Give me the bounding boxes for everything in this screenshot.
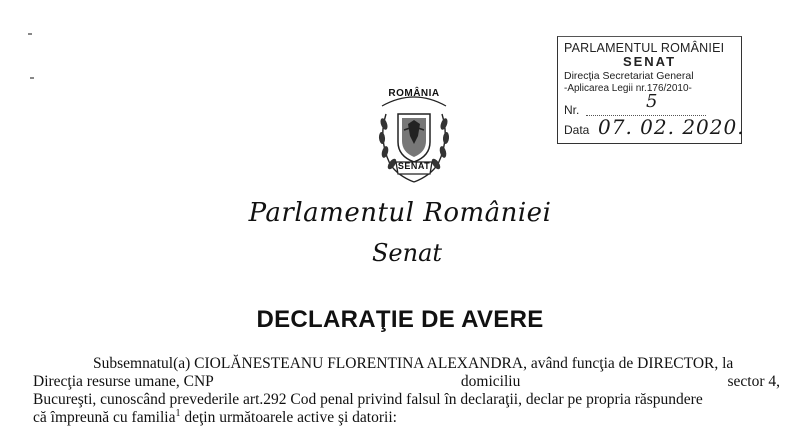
stamp-directorate: Direcţia Secretariat General — [564, 70, 694, 82]
stamp-data-label: Data — [564, 123, 590, 137]
body-line-4 — [33, 409, 397, 428]
body-line-2-part-a: Direcţia resurse umane, CNP — [33, 373, 214, 390]
body-line-2-part-b: domiciliu — [460, 373, 521, 390]
senate-emblem-icon — [372, 84, 456, 194]
stamp-nr-label: Nr. — [564, 103, 580, 117]
body-line-3: Bucureşti, cunoscând prevederile art.292 Cod penal privind falsul în declaraţii, declar pe propria răspundere — [33, 391, 703, 408]
footnote-marker: 1 — [175, 408, 181, 419]
stamp-institution: PARLAMENTUL ROMÂNIEI — [564, 41, 725, 55]
emblem-top-label: ROMÂNIA — [388, 88, 440, 99]
institution-line-2: Senat — [371, 239, 443, 267]
emblem-graphic — [372, 84, 456, 194]
registration-stamp — [557, 36, 745, 144]
body-line-2-part-c: sector 4, — [727, 373, 780, 390]
stamp-data-value: 07. 02. 2020. — [598, 115, 745, 139]
document-title: DECLARAŢIE DE AVERE — [256, 306, 544, 333]
body-line-4-part-b: deţin următoarele active şi datorii: — [180, 409, 397, 426]
stamp-law: -Aplicarea Legii nr.176/2010- — [564, 83, 692, 94]
institution-line-1: Parlamentul României — [248, 198, 552, 228]
emblem-bottom-label: SENAT — [397, 161, 431, 171]
body-line-4-part-a: că împreună cu familia — [33, 409, 176, 426]
scan-mark-top — [28, 33, 32, 35]
body-line-1: Subsemnatul(a) CIOLĂNESTEANU FLORENTINA ALEXANDRA, având funcţia de DIRECTOR, la — [93, 355, 734, 372]
stamp-senat: SENAT — [622, 54, 677, 69]
stamp-nr-value: 5 — [646, 91, 658, 112]
scan-mark-bottom — [30, 77, 34, 79]
body-line-2 — [33, 373, 780, 392]
